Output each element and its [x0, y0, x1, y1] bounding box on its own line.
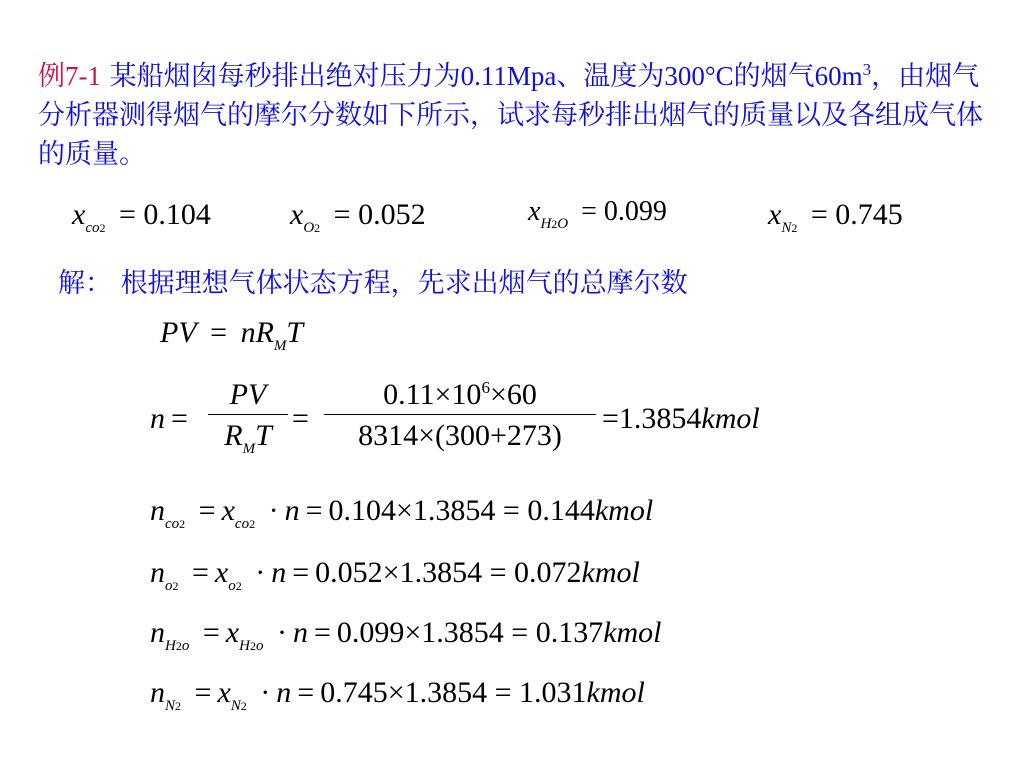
component-o2: $n_{o2} = x_{o2} \cdot n = 0.052\times 1.3854$ = 0.072kmol	[150, 556, 640, 594]
moles-fraction-symbolic: PV $R_MT$	[208, 378, 288, 458]
volume-value: 60m	[814, 61, 863, 91]
example-label: 例7-1	[38, 61, 101, 91]
fraction-n2: $x_{N2} = 0.745$	[768, 198, 903, 236]
solution-intro: 解： 根据理想气体状态方程，先求出烟气的总摩尔数	[58, 268, 688, 299]
problem-text-3: 的烟气	[733, 61, 815, 92]
volume-exponent: 3	[862, 60, 872, 79]
component-n2: $n_{N2} = x_{N2} \cdot n = 0.745\times 1.3854$ = 1.031kmol	[150, 676, 645, 714]
component-h2o: $n_{H2o} = x_{H2o} \cdot n = 0.099\times 1.3854$ = 0.137kmol	[150, 616, 662, 654]
moles-fraction-numeric: $\frac{0.11\times 10^6\times 60}{8314\times(300+273)}$	[324, 378, 596, 453]
component-co2: $n_{co2} = x_{co2} \cdot n = 0.104\times 1.3854$ = 0.144kmol	[150, 494, 654, 532]
fraction-h2o: $x_{H2O} = 0.099$	[528, 196, 667, 232]
moles-equals: =	[292, 402, 309, 435]
ideal-gas-equation: PV = $nR_MT$	[160, 316, 304, 354]
problem-text-4: ，由烟气分析器测得烟气的摩尔分数如下所示，试求每秒排出烟气的质量以及各组成气体的质量。	[38, 61, 983, 170]
problem-text-1: 某船烟囱每秒排出绝对压力为	[101, 61, 461, 92]
fraction-co2: $x_{co2} = 0.104$	[72, 198, 211, 236]
moles-result: =1.3854kmol	[602, 402, 760, 435]
problem-statement	[38, 50, 998, 174]
problem-text-2: 、温度为	[556, 61, 665, 92]
fraction-o2: $x_{O2} = 0.052$	[290, 198, 426, 236]
pressure-value: 0.11Mpa	[460, 61, 557, 91]
temperature-value: 300°C	[664, 61, 734, 91]
moles-lhs: n =	[150, 402, 188, 435]
